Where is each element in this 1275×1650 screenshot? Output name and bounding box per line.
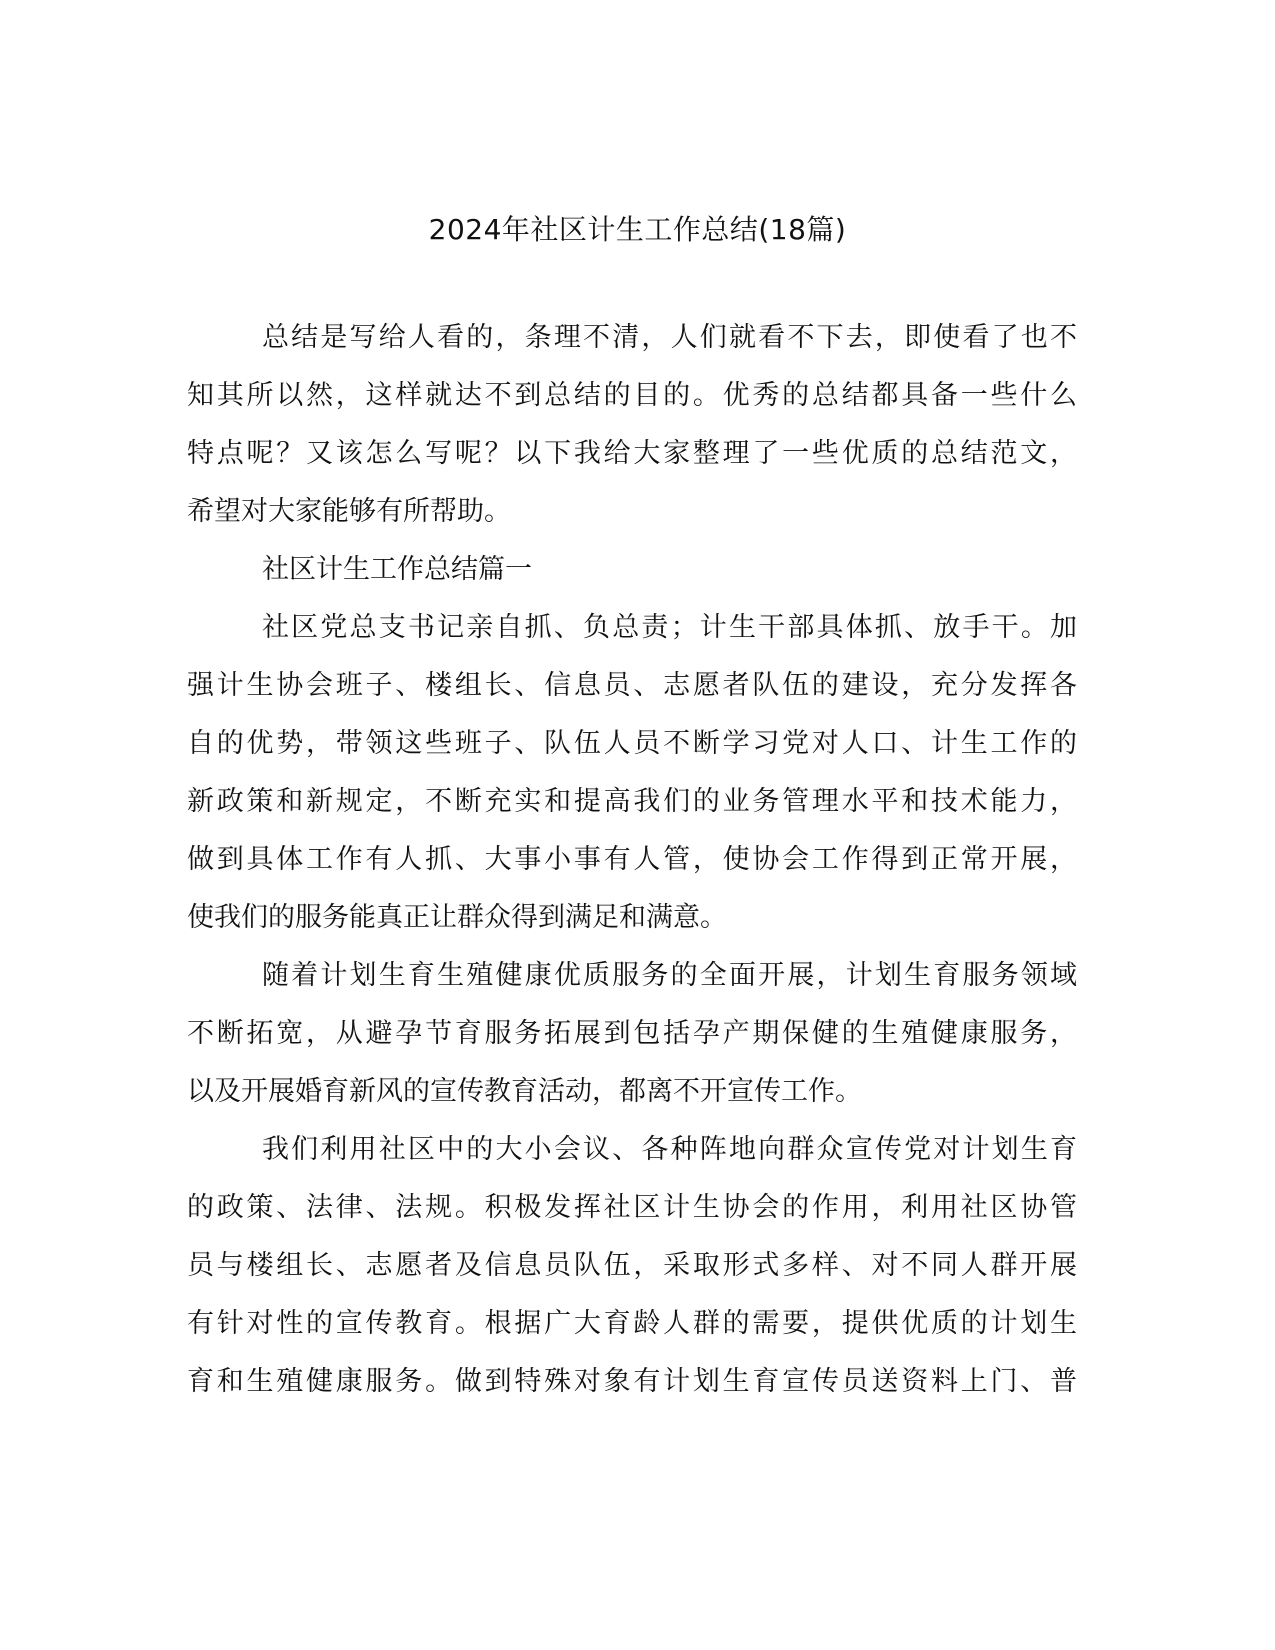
paragraph-4-line-1: 随着计划生育生殖健康优质服务的全面开展，计划生育服务领域 — [262, 960, 1077, 991]
paragraph-3-line-2: 强计生协会班子、楼组长、信息员、志愿者队伍的建设，充分发挥各 — [187, 670, 1077, 701]
paragraph-5-line-1: 我们利用社区中的大小会议、各种阵地向群众宣传党对计划生育 — [262, 1134, 1077, 1165]
paragraph-5-line-5: 育和生殖健康服务。做到特殊对象有计划生育宣传员送资料上门、普 — [187, 1366, 1077, 1397]
paragraph-5-line-2: 的政策、法律、法规。积极发挥社区计生协会的作用，利用社区协管 — [187, 1192, 1077, 1223]
paragraph-3-line-5: 做到具体工作有人抓、大事小事有人管，使协会工作得到正常开展， — [187, 844, 1077, 875]
paragraph-1-line-4: 希望对大家能够有所帮助。 — [187, 496, 511, 527]
section-heading: 社区计生工作总结篇一 — [262, 554, 532, 585]
paragraph-5-line-3: 员与楼组长、志愿者及信息员队伍，采取形式多样、对不同人群开展 — [187, 1250, 1077, 1281]
paragraph-3-line-6: 使我们的服务能真正让群众得到满足和满意。 — [187, 902, 727, 933]
paragraph-4-line-3: 以及开展婚育新风的宣传教育活动，都离不开宣传工作。 — [187, 1076, 862, 1107]
paragraph-3-line-1: 社区党总支书记亲自抓、负总责；计生干部具体抓、放手干。加 — [262, 612, 1077, 643]
paragraph-3-line-3: 自的优势，带领这些班子、队伍人员不断学习党对人口、计生工作的 — [187, 728, 1077, 759]
document-title: 2024年社区计生工作总结(18篇) — [428, 213, 847, 246]
paragraph-1-line-3: 特点呢？又该怎么写呢？以下我给大家整理了一些优质的总结范文， — [187, 438, 1077, 469]
paragraph-3-line-4: 新政策和新规定，不断充实和提高我们的业务管理水平和技术能力， — [187, 786, 1077, 817]
paragraph-5-line-4: 有针对性的宣传教育。根据广大育龄人群的需要，提供优质的计划生 — [187, 1308, 1077, 1339]
paragraph-1-line-2: 知其所以然，这样就达不到总结的目的。优秀的总结都具备一些什么 — [187, 380, 1077, 411]
paragraph-1-line-1: 总结是写给人看的，条理不清，人们就看不下去，即使看了也不 — [262, 322, 1077, 353]
paragraph-4-line-2: 不断拓宽，从避孕节育服务拓展到包括孕产期保健的生殖健康服务， — [187, 1018, 1077, 1049]
